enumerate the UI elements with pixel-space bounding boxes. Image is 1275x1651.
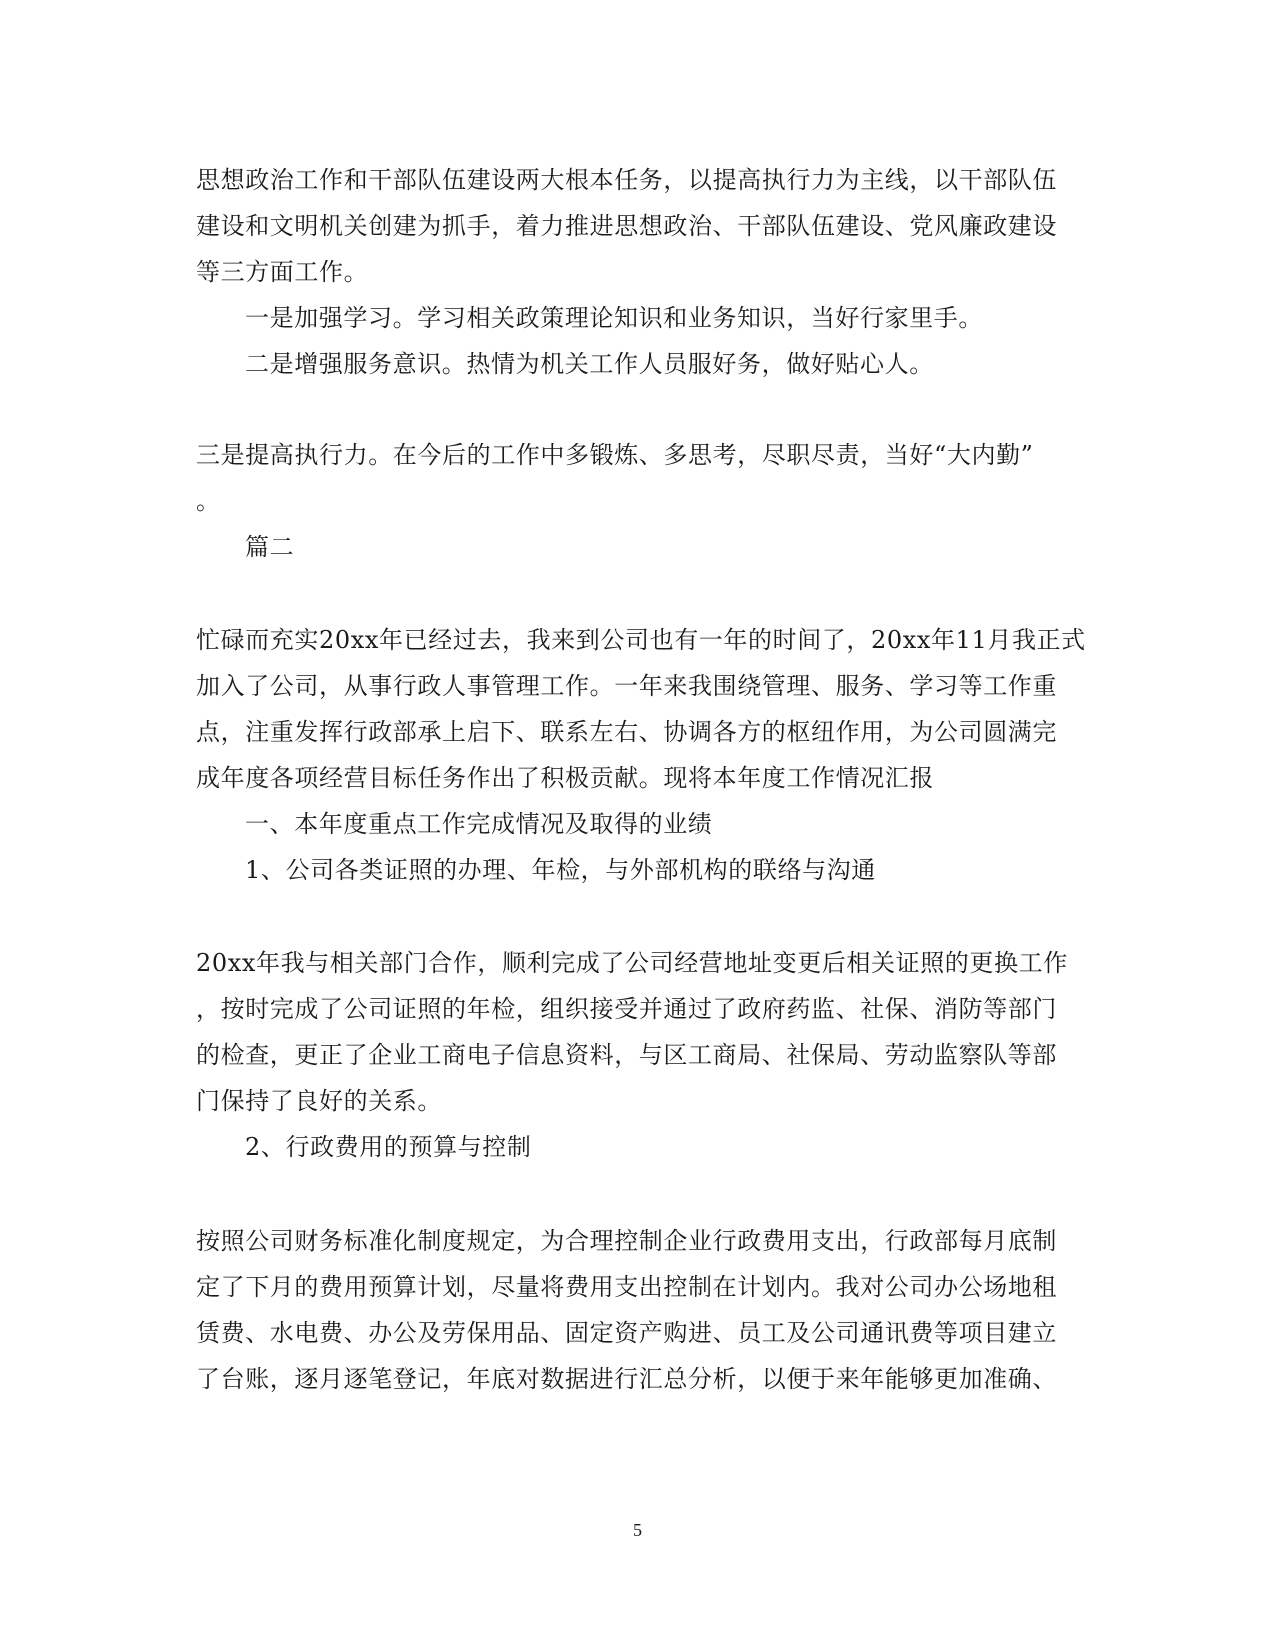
text-line: 二是增强服务意识。热情为机关工作人员服好务，做好贴心人。 <box>245 350 934 378</box>
text-line: 定了下月的费用预算计划，尽量将费用支出控制在计划内。我对公司办公场地租 <box>196 1273 1057 1301</box>
text-line: 门保持了良好的关系。 <box>196 1087 442 1115</box>
section-heading: 一、本年度重点工作完成情况及取得的业绩 <box>245 810 713 838</box>
text-line: 的检查，更正了企业工商电子信息资料，与区工商局、社保局、劳动监察队等部 <box>196 1041 1057 1069</box>
text-line: 按照公司财务标准化制度规定，为合理控制企业行政费用支出，行政部每月底制 <box>196 1227 1057 1255</box>
text-line: 三是提高执行力。在今后的工作中多锻炼、多思考，尽职尽责，当好“大内勤” <box>196 441 1034 469</box>
text-line: 了台账，逐月逐笔登记，年底对数据进行汇总分析，以便于来年能够更加准确、 <box>196 1365 1057 1393</box>
text-line: 建设和文明机关创建为抓手，着力推进思想政治、干部队伍建设、党风廉政建设 <box>196 212 1057 240</box>
text-line: 。 <box>196 487 221 515</box>
text-line: ，按时完成了公司证照的年检，组织接受并通过了政府药监、社保、消防等部门 <box>196 995 1057 1023</box>
text-line: 成年度各项经营目标任务作出了积极贡献。现将本年度工作情况汇报 <box>196 764 934 792</box>
text-line: 赁费、水电费、办公及劳保用品、固定资产购进、员工及公司通讯费等项目建立 <box>196 1319 1057 1347</box>
text-line: 忙碌而充实20xx年已经过去，我来到公司也有一年的时间了，20xx年11月我正式 <box>196 626 1086 654</box>
text-line: 20xx年我与相关部门合作，顺利完成了公司经营地址变更后相关证照的更换工作 <box>196 949 1068 977</box>
text-line: 等三方面工作。 <box>196 258 369 286</box>
text-line: 一是加强学习。学习相关政策理论知识和业务知识，当好行家里手。 <box>245 304 983 332</box>
subsection-heading: 1、公司各类证照的办理、年检，与外部机构的联络与沟通 <box>245 856 876 884</box>
page-number: 5 <box>633 1520 642 1540</box>
subsection-heading: 2、行政费用的预算与控制 <box>245 1133 532 1161</box>
section-heading: 篇二 <box>245 533 295 561</box>
text-line: 点，注重发挥行政部承上启下、联系左右、协调各方的枢纽作用，为公司圆满完 <box>196 718 1057 746</box>
text-line: 加入了公司，从事行政人事管理工作。一年来我围绕管理、服务、学习等工作重 <box>196 672 1057 700</box>
text-line: 思想政治工作和干部队伍建设两大根本任务，以提高执行力为主线，以干部队伍 <box>196 166 1057 194</box>
